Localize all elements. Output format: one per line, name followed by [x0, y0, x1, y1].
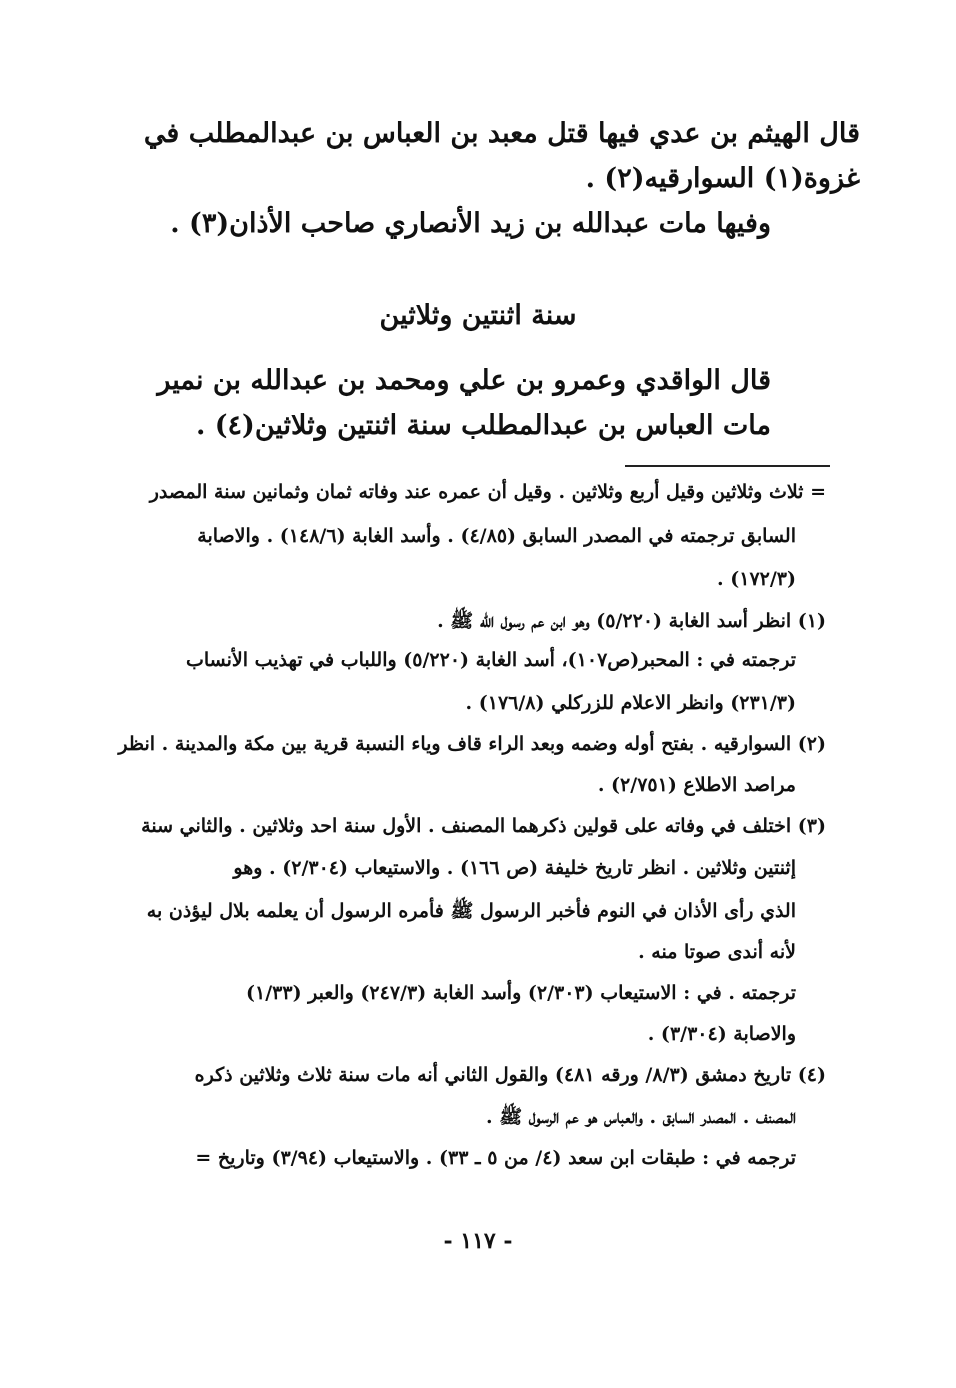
paragraph-line: قال الهيثم بن عدي فيها قتل معبد بن العباس بن عبدالمطلب في [143, 118, 860, 149]
footnote-line: (١٧٢/٣) . [717, 568, 796, 590]
footnote-line: المصنف . المصدر السابق . والعباس هو عم الرسول ﷺ . [485, 1106, 796, 1128]
footnote-line: (١) انظر أسد الغابة (٥/٢٢٠) وهو ابن عم رسول الله ﷺ . [437, 610, 826, 632]
paragraph-line: غزوة(١) السوارقيه(٢) . [585, 163, 860, 194]
footnote-line: ترجمته . في : الاستيعاب (٢/٣٠٣) وأسد الغابة (٢٤٧/٣) والعبر (١/٣٣) [246, 982, 796, 1004]
footnote-line: (٢٣١/٣) وانظر الاعلام للزركلي (١٧٦/٨) . [465, 692, 796, 714]
footnote-line: السابق ترجمته في المصدر السابق (٤/٨٥) . وأسد الغابة (١٤٨/٦) . والاصابة [197, 525, 796, 547]
footnote-divider [625, 465, 830, 467]
footnote-line: لأنه أندى صوتا منه . [638, 941, 796, 963]
paragraph-line: مات العباس بن عبدالمطلب سنة اثنتين وثلاثين(٤) . [195, 410, 771, 441]
footnote-line: الذي رأى الأذان في النوم فأخبر الرسول ﷺ فأمره الرسول أن يعلمه بلال ليؤذن به [146, 900, 796, 922]
paragraph-line: قال الواقدي وعمرو بن علي ومحمد بن عبدالله بن نمير [157, 365, 771, 396]
footnote-line: إثنتين وثلاثين . انظر تاريخ خليفة (ص ١٦٦) . والاستيعاب (٢/٣٠٤) . وهو [233, 857, 796, 879]
footnote-line: (٤) تاريخ دمشق (٨/٣/ ورقه ٤٨١) والقول الثاني أنه مات سنة ثلاث وثلاثين ذكره [194, 1064, 826, 1086]
footnote-line: = ثلاث وثلاثين وقيل أربع وثلاثين . وقيل أن عمره عند وفاته ثمان وثمانين سنة المصدر [149, 481, 826, 503]
footnote-line: والاصابة (٣/٣٠٤) . [647, 1023, 796, 1045]
section-heading: سنة اثنتين وثلاثين [379, 300, 577, 331]
page-number: - ١١٧ - [443, 1228, 513, 1254]
footnote-line: ترجمه في : طبقات ابن سعد (٤/ من ٥ ـ ٣٣) . والاستيعاب (٣/٩٤) وتاريخ = [195, 1147, 796, 1169]
footnote-line: (٢) السوارقيه . بفتح أوله وضمه وبعد الراء قاف وياء النسبة قرية بين مكة والمدينة . انظر [118, 733, 826, 755]
paragraph-line: وفيها مات عبدالله بن زيد الأنصاري صاحب الأذان(٣) . [170, 208, 771, 239]
footnote-line: ترجمته في : المحبر(ص١٠٧)، أسد الغابة (٥/٢٢٠) واللباب في تهذيب الأنساب [185, 649, 796, 671]
footnote-line: (٣) اختلف في وفاته على قولين ذكرهما المصنف . الأول سنة احد وثلاثين . والثاني سنة [141, 815, 826, 837]
footnote-line: مراصد الاطلاع (٢/٧٥١) . [597, 774, 796, 796]
